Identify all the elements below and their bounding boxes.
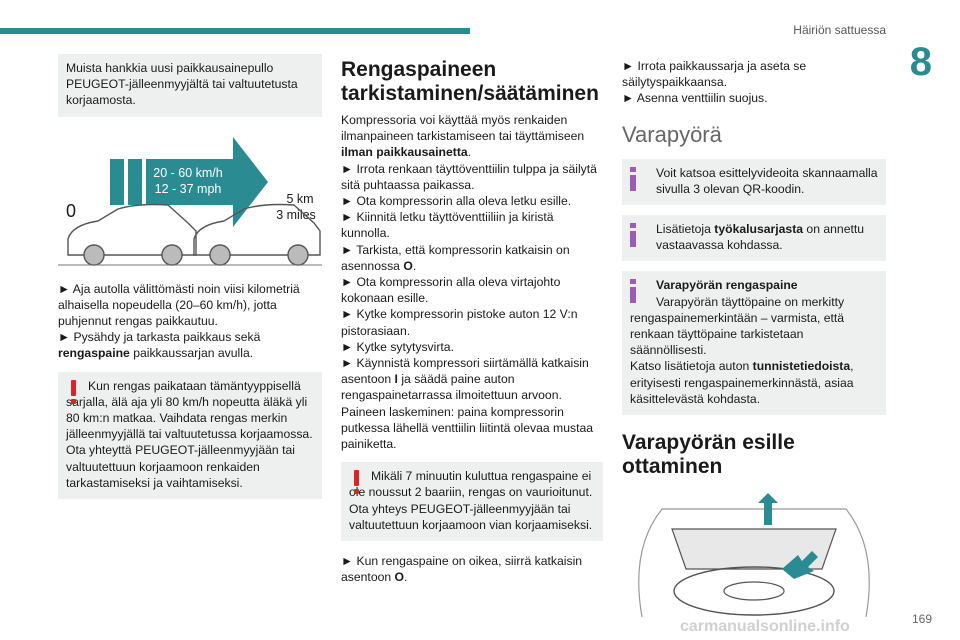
info-spare-body: Varapyörän täyttöpaine on merkitty rengaspainemerkintään – varmista, että renkaan täyttöpaine tarkistetaan säännöllisesti. (630, 294, 845, 358)
pressure-step-6: ► Kytke kompressorin pistoke auton 12 V:n pistorasiaan. (341, 307, 578, 338)
pressure-step-7: ► Kytke sytytysvirta. (341, 339, 454, 354)
pressure-step-3: ► Kiinnitä letku täyttöventtiiliin ja kiristä kunnolla. (341, 210, 554, 241)
spare-wheel-hub (724, 582, 784, 600)
speed-mph: 12 - 37 mph (154, 181, 222, 196)
pressure-intro: Kompressoria voi käyttää myös renkaiden ilmanpaineen tarkistamiseen tai täyttämiseen ilman paikkausainetta. (341, 113, 585, 160)
speed-kmh: 20 - 60 km/h (153, 165, 223, 180)
check-step: ► Pysähdy ja tarkasta paikkaus sekä rengaspaine paikkaussarjan avulla. (58, 330, 261, 361)
warning-icon (349, 470, 363, 494)
info-spare-more: Katso lisätietoja auton tunnistetiedoista, erityisesti rengaspainemerkinnästä, asiaa käsittelevästä kohdasta. (630, 359, 854, 406)
info-icon (630, 167, 636, 191)
warning-text-1: Kun rengas paikataan tämäntyyppisellä sarjalla, älä aja yli 80 km/h nopeutta äläkä yli 80 km:n matkaa. Vaihdata rengas merkin jälleenmyyjällä tai valtuutetussa korjaamossa. (66, 378, 313, 442)
distance-km: 5 km (286, 191, 314, 206)
pressure-step-1: ► Irrota renkaan täyttöventtiilin tulppa ja säilytä sitä puhtaassa paikassa. (341, 161, 597, 192)
pressure-step-2: ► Ota kompressorin alla oleva letku esille. (341, 194, 572, 209)
pressure-step-5: ► Ota kompressorin alla oleva virtajohto kokonaan esille. (341, 275, 561, 306)
distance-start: 0 (66, 200, 77, 221)
subsection-title-spare-removal: Varapyörän esille ottaminen (622, 431, 795, 479)
column-1 (58, 54, 322, 499)
info-video-text: Voit katsoa esittelyvideoita skannaamalla sivulla 3 olevan QR-koodin. (656, 165, 878, 196)
column-3 (622, 54, 886, 619)
pressure-warning-box (341, 462, 603, 541)
header-accent-bar (0, 28, 470, 34)
column-2 (341, 54, 603, 585)
chapter-number: 8 (909, 40, 932, 84)
info-spare-title: Varapyörän rengaspaine (656, 278, 798, 293)
speed-illustration (58, 127, 322, 267)
info-icon (630, 223, 636, 247)
warning-text-2: Ota yhteyttä PEUGEOT-jälleenmyyjään tai valtuutettuun korjaamoon renkaiden tarkastamiseksi ja vaihtamiseksi. (66, 443, 295, 490)
chapter-title: Häiriön sattuessa (793, 23, 886, 37)
watermark: carmanualsonline.info (680, 618, 850, 635)
spare-wheel (674, 567, 834, 615)
drive-step: ► Aja autolla välittömästi noin viisi kilometriä alhaisella nopeudella (20–60 km/h), jotta puhjennut rengas paikkautuu. (58, 281, 300, 329)
info-icon (630, 279, 636, 303)
spare-wheel-illustration (622, 489, 886, 619)
pressure-step-8: ► Käynnistä kompressori siirtämällä katkaisin asentoon I ja säädä paine auton rengaspainetarrassa ilmoitettuun arvoon. Paineen laskeminen: paina kompressorin putkessa lähellä venttiilin liitintä olevaa mustaa painiketta. (341, 356, 594, 452)
note-box (58, 54, 322, 117)
kit-step-2: ► Asenna venttiilin suojus. (622, 91, 768, 106)
info-box-video (622, 159, 886, 205)
kit-step-1: ► Irrota paikkaussarja ja aseta se säilytyspaikkaansa. (622, 59, 807, 90)
distance-miles: 3 miles (276, 207, 316, 222)
section-title-pressure: Rengaspaineen tarkistaminen/säätäminen (341, 58, 599, 105)
info-box-spare-pressure (622, 271, 886, 415)
info-box-tools (622, 215, 886, 261)
section-title-spare: Varapyörä (622, 121, 722, 147)
pressure-warning-text: Mikäli 7 minuutin kuluttua rengaspaine ei ole noussut 2 baariin, rengas on vaurioitunut. Ota yhteys PEUGEOT-jälleenmyyjään tai valtuutettuun korjaamoon vian korjaamiseksi. (349, 469, 593, 532)
pressure-step-4: ► Tarkista, että kompressorin katkaisin on asennossa O. (341, 242, 570, 273)
page-number: 169 (911, 612, 932, 626)
speed-bar-2 (128, 159, 142, 205)
info-tools-text: Lisätietoja työkalusarjasta on annettu vastaavassa kohdassa. (656, 222, 865, 253)
car-left (68, 204, 196, 265)
warning-box (58, 372, 322, 499)
pressure-final-step: ► Kun rengaspaine on oikea, siirrä katkaisin asentoon O. (341, 554, 583, 585)
speed-bar-1 (110, 159, 124, 205)
warning-icon (66, 380, 80, 404)
note-text: Muista hankkia uusi paikkausainepullo PEUGEOT-jälleenmyyjältä tai valtuutetusta korjaamosta. (66, 61, 298, 108)
